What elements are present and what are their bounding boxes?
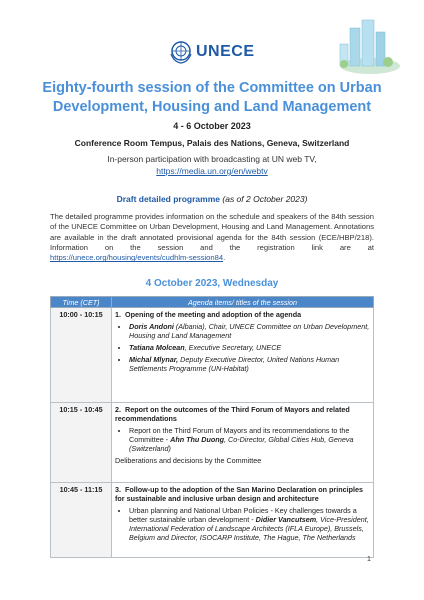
agenda-item-number: 1. (115, 310, 121, 319)
table-header-row (51, 297, 374, 308)
speaker-name: Ahn Thu Duong (170, 435, 225, 444)
presentation-text: Report on the Third Forum of Mayors and its recommendations to the Committee - (129, 426, 350, 444)
presentation-text: Urban planning and National Urban Policies - Key challenges towards a better sustainable urban development - (129, 506, 357, 524)
org-name: UNECE (196, 43, 255, 60)
agenda-item-title-text: Follow-up to the adoption of the San Marino Declaration on principles for sustainable and inclusive urban design and architecture (115, 485, 363, 503)
agenda-item-number: 2. (115, 405, 121, 414)
speaker-item (129, 426, 370, 453)
day-heading: 4 October 2023, Wednesday (145, 278, 279, 289)
speaker-item (129, 506, 370, 542)
speaker-name: Tatiana Molcean (129, 343, 185, 352)
row-content (112, 483, 374, 558)
session-registration-link[interactable]: https://unece.org/housing/events/cudhlm-session84 (50, 253, 224, 263)
agenda-item-title (115, 485, 370, 503)
speaker-role: , Vice-President, International Federation of Landscape Architects (IFLA Europe), Brussels, Belgium and Director, ISOCARP Institute, The Hague, The Netherlands (129, 515, 369, 542)
agenda-table (50, 296, 374, 558)
speaker-name: Didier Vancutsem (255, 515, 317, 524)
participation-text: In-person participation with broadcasting at UN web TV, (107, 154, 317, 164)
speaker-role: Deputy Executive Director, United Nations Human Settlements Programme (UN-Habitat) (129, 355, 340, 373)
webtv-row (0, 166, 424, 176)
row-content (112, 308, 374, 403)
agenda-item-title-text: Report on the outcomes of the Third Forum of Mayors and related recommendations (115, 405, 350, 423)
row-time: 10:00 - 10:15 (51, 308, 112, 403)
speaker-item (129, 355, 370, 373)
intro-text: The detailed programme provides information on the schedule and speakers of the 84th session of the UNECE Committee on Urban Development, Housing and Land Management. Annotations are available in the draft annotated provisional agenda for the 84th session (ECE/HBP/218). Information on the session and the registration link are at (50, 212, 374, 252)
speaker-role: (Albania), Chair, UNECE Committee on Urban Development, Housing and Land Management (129, 322, 370, 340)
session-dates: 4 - 6 October 2023 (173, 121, 251, 131)
speaker-item (129, 343, 370, 352)
table-row (51, 308, 374, 403)
programme-label: Draft detailed programme (116, 194, 221, 204)
table-row (51, 403, 374, 483)
agenda-item-title (115, 405, 370, 423)
page-number: 1 (367, 556, 371, 563)
agenda-item-title-text: Opening of the meeting and adoption of the agenda (125, 310, 302, 319)
programme-heading (0, 194, 424, 204)
session-venue: Conference Room Tempus, Palais des Nations, Geneva, Switzerland (74, 138, 350, 148)
speaker-role: , Co-Director, Global Cities Hub, Geneva (Switzerland) (129, 435, 354, 453)
column-header-time: Time (CET) (51, 297, 112, 308)
agenda-item-number: 3. (115, 485, 121, 494)
deliberations-note: Deliberations and decisions by the Committee (115, 456, 262, 465)
webtv-link[interactable]: https://media.un.org/en/webtv (156, 166, 268, 176)
row-content (112, 403, 374, 483)
row-time: 10:45 - 11:15 (51, 483, 112, 558)
table-row (51, 483, 374, 558)
intro-paragraph: The detailed programme provides information on the schedule and speakers of the 84th session of the UNECE Committee on Urban Development, Housing and Land Management. Annotations are available in the draft annotated provisional agenda for the 84th session (ECE/HBP/218). Information on the session and the registration link are at https://unece.org/housing/events/cudhlm-session84. (50, 212, 374, 263)
city-illustration (330, 18, 400, 76)
row-time: 10:15 - 10:45 (51, 403, 112, 483)
page-title: Eighty-fourth session of the Committee on Urban Development, Housing and Land Management (42, 80, 382, 115)
speaker-name: Michal Mlynar, (129, 355, 179, 364)
agenda-item-title (115, 310, 370, 319)
speaker-item (129, 322, 370, 340)
speaker-name: Doris Andoni (129, 322, 174, 331)
speaker-role: , Executive Secretary, UNECE (184, 343, 282, 352)
column-header-items: Agenda items/ titles of the session (112, 297, 374, 308)
un-emblem-icon (168, 38, 194, 64)
unece-logo (168, 38, 258, 66)
programme-date-note: (as of 2 October 2023) (222, 194, 308, 204)
